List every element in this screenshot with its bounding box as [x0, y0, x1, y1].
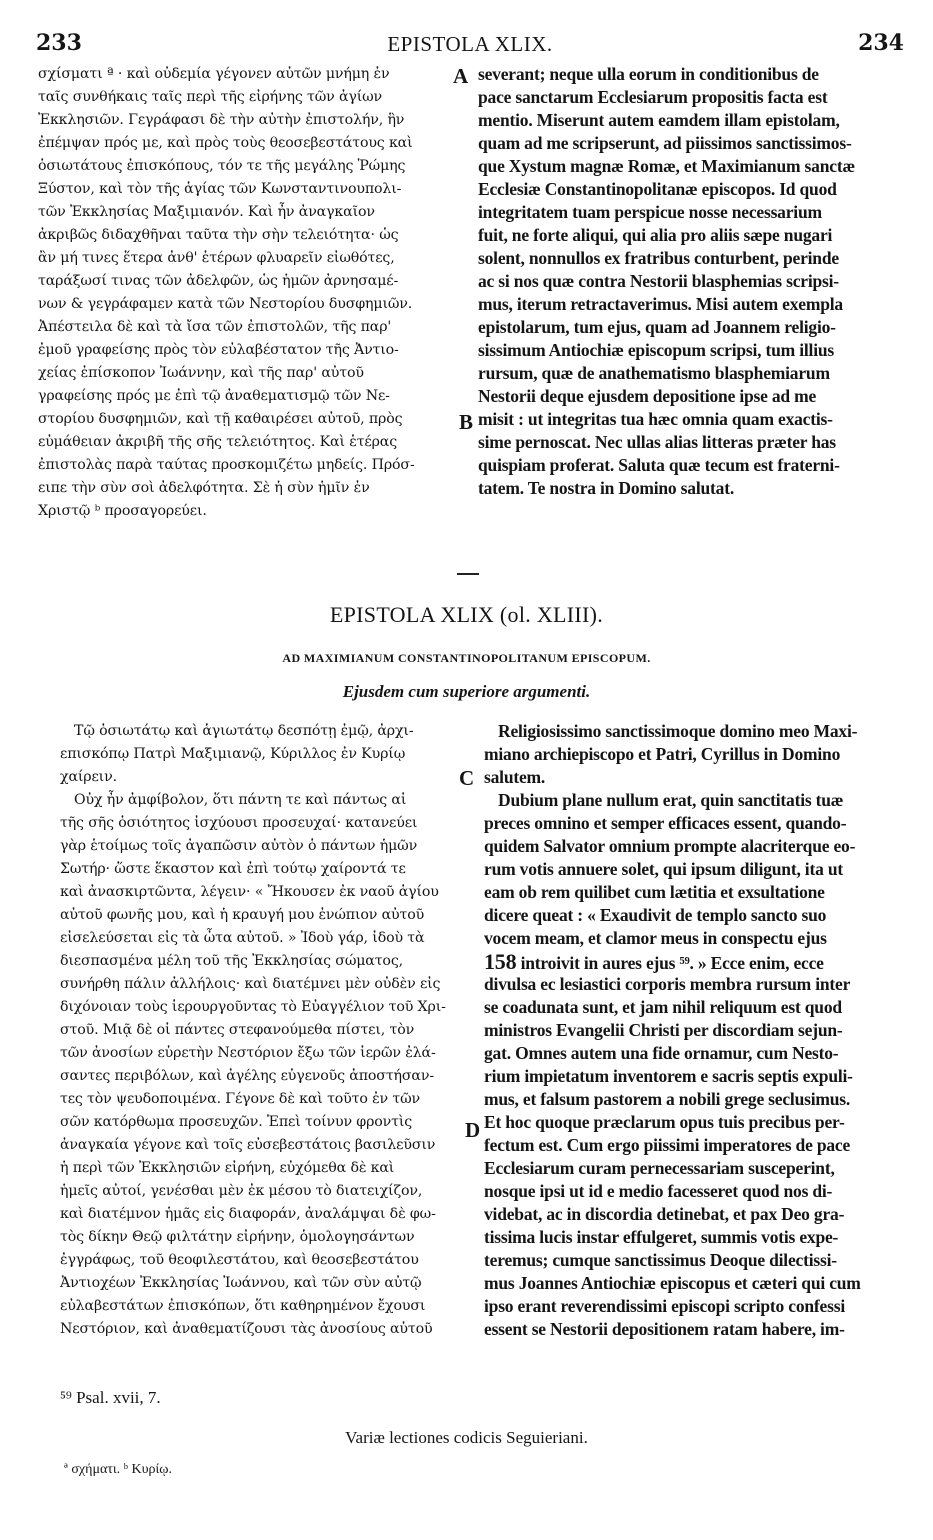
- text-line: [484, 1019, 908, 1042]
- text-line-content: tatem. Te nostra in Domino salutat.: [478, 478, 734, 498]
- text-line: [484, 1134, 908, 1157]
- text-line: [60, 904, 470, 927]
- text-line: [484, 973, 908, 996]
- text-line-content: ειπε τὴν σὺν σοὶ ἀδελφότητα. Σὲ ἡ σὺν ἡμῖν ἐν: [38, 480, 370, 496]
- text-line-content: misit : ut integritas tua hæc omnia quam exactis-: [478, 409, 833, 429]
- text-line-content: dicere queat : « Exaudivit de templo sancto suo: [484, 905, 827, 925]
- text-line: [38, 224, 458, 247]
- text-line-content: integritatem tuam perspicue nosse necessarium: [478, 202, 822, 222]
- text-line: [38, 132, 458, 155]
- text-line-content: Ἀντιοχέων Ἐκκλησίας Ἰωάννου, καὶ τῶν σὺν αὐτῷ: [60, 1275, 422, 1291]
- text-line-content: στοῦ. Μιᾷ δὲ οἱ πάντες στεφανούμεθα πίστει, τὸν: [60, 1022, 415, 1038]
- text-line: [60, 1042, 470, 1065]
- text-line-content: fectum est. Cum ergo piissimi imperatores de pace: [484, 1135, 851, 1155]
- text-line: [60, 950, 470, 973]
- text-line-content: Τῷ ὁσιωτάτῳ καὶ ἁγιωτάτῳ δεσπότῃ ἐμῷ, ἀρχι-: [74, 723, 414, 739]
- text-line: [38, 408, 458, 431]
- text-line: [484, 1111, 908, 1134]
- text-line-content: miano archiepiscopo et Patri, Cyrillus in Domino: [484, 744, 841, 764]
- text-line-content: Ξύστον, καὶ τὸν τῆς ἁγίας τῶν Κωνσταντινουπολι-: [38, 181, 402, 197]
- text-line: [38, 362, 458, 385]
- text-line-content: ἂν μή τινες ἕτερα ἀνθ' ἑτέρων φλυαρεῖν εἰωθότες,: [38, 250, 395, 266]
- text-line-content: mus, iterum retractaverimus. Misi autem exempla: [478, 294, 843, 314]
- variae-lectiones-title: Variæ lectiones codicis Seguieriani.: [345, 1428, 588, 1447]
- text-line-content: ἐμοῦ γραφείσης πρὸς τὸν εὐλαβέστατον τῆς Ἀντιο-: [38, 342, 399, 358]
- text-line-content: επισκόπῳ Πατρὶ Μαξιμιανῷ, Κύριλλος ἐν Κυρίῳ: [60, 746, 406, 762]
- text-line: [60, 1088, 470, 1111]
- text-line-content: solent, nonnullos ex fratribus conturbent, perinde: [478, 248, 839, 268]
- section-argument: Ejusdem cum superiore argumenti.: [342, 682, 591, 701]
- text-line: [484, 1272, 908, 1295]
- text-line-content: preces omnino et semper efficaces essent, quando-: [484, 813, 847, 833]
- text-line: [484, 789, 908, 812]
- text-line-content: rum votis annuere solet, qui ipsum diligunt, ita ut: [484, 859, 843, 879]
- margin-mark-d: D: [465, 1118, 481, 1142]
- text-line-content: τες τὸν ψευδοποιμένα. Γέγονε δὲ καὶ τοῦτο ἐν τῶν: [60, 1091, 420, 1107]
- margin-mark-b: B: [459, 410, 474, 434]
- text-line-content: Σωτήρ· ὥστε ἕκαστον καὶ ἐπὶ τούτῳ χαίροντά τε: [60, 861, 406, 877]
- text-line-content: Ἐκκλησιῶν. Γεγράφασι δὲ τὴν αὐτὴν ἐπιστολήν, ἣν: [38, 112, 405, 128]
- text-line: [478, 132, 908, 155]
- text-line: [38, 339, 458, 362]
- text-line: [60, 1180, 470, 1203]
- text-line-content: mus Joannes Antiochiæ episcopus et cæteri qui cum: [484, 1273, 861, 1293]
- text-line: [38, 63, 458, 86]
- text-line: [38, 247, 458, 270]
- text-line: [38, 385, 458, 408]
- text-line-content: τὸς δίκην Θεῷ φιλτάτην εἰρήνην, ὁμολογησάντων: [60, 1229, 415, 1245]
- text-line-content: fuit, ne forte aliqui, qui alia pro aliis sæpe nugari: [478, 225, 833, 245]
- text-line-content: ἀναγκαία γέγονε καὶ τοῖς εὐσεβεστάτοις βασιλεῦσιν: [60, 1137, 436, 1153]
- text-line-content: χαίρειν.: [60, 769, 117, 785]
- text-line: [478, 247, 908, 270]
- text-line-content: καὶ ἀνασκιρτῶντα, λέγειν· « Ἤκουσεν ἐκ ναοῦ ἁγίου: [60, 884, 439, 900]
- text-line-content: vocem meam, et clamor meus in conspectu ejus: [484, 928, 827, 948]
- text-line: [484, 720, 908, 743]
- text-line-content: rium impietatum inventorem e sacris septis expuli-: [484, 1066, 853, 1086]
- text-line-content: eam ob rem quilibet cum lætitia et exsultatione: [484, 882, 825, 902]
- text-line: [38, 477, 458, 500]
- text-line-content: salutem.: [484, 767, 546, 787]
- text-line: [60, 720, 470, 743]
- text-line-content: introivit in aures ejus ⁵⁹. » Ecce enim, ecce: [520, 953, 824, 973]
- text-line-content: Nestorii deque ejusdem depositione ipse ad me: [478, 386, 817, 406]
- text-line: [60, 927, 470, 950]
- page-number-right: 234: [858, 30, 904, 56]
- text-line: [484, 881, 908, 904]
- text-line: [60, 881, 470, 904]
- text-line-content: ἡ περὶ τῶν Ἐκκλησιῶν εἰρήνη, εὐχόμεθα δὲ καὶ: [60, 1160, 395, 1176]
- text-line-content: γραφείσης πρός με ἐπὶ τῷ ἀναθεματισμῷ τῶν Νε-: [38, 388, 390, 404]
- running-title: EPISTOLA XLIX.: [387, 32, 553, 56]
- text-line: [38, 454, 458, 477]
- text-line: [478, 86, 908, 109]
- text-line-content: ἡμεῖς αὐτοί, γενέσθαι μὲν ἐκ μέσου τὸ διατειχίζον,: [60, 1183, 423, 1199]
- text-line-content: διχόνοιαν τοὺς ἱερουργοῦντας τὸ Εὐαγγέλιον τοῦ Χρι-: [60, 999, 446, 1015]
- text-line: [38, 316, 458, 339]
- text-line-content: Χριστῷ ᵇ προσαγορεύει.: [38, 503, 207, 519]
- text-line: [60, 1272, 470, 1295]
- text-line-content: Ecclesiæ Constantinopolitanæ episcopos. Id quod: [478, 179, 837, 199]
- text-line-content: quidem Salvator omnium prompte alacriterque eo-: [484, 836, 856, 856]
- text-line: [60, 1249, 470, 1272]
- text-line: [60, 766, 470, 789]
- bottom-latin-column: [484, 720, 908, 1341]
- text-line: [484, 1318, 908, 1341]
- text-line-content: ac si nos quæ contra Nestorii blasphemias scripsi-: [478, 271, 839, 291]
- text-line: [478, 477, 908, 500]
- text-line: [484, 1157, 908, 1180]
- text-line: [478, 63, 908, 86]
- text-line: [60, 1134, 470, 1157]
- text-line: [60, 1295, 470, 1318]
- page-number-left: 233: [36, 30, 82, 56]
- text-line: [484, 1088, 908, 1111]
- text-line-content: ταῖς συνθήκαις ταῖς περὶ τῆς εἰρήνης τῶν ἁγίων: [38, 89, 383, 105]
- text-line: [478, 431, 908, 454]
- text-line-content: εὐλαβεστάτων ἐπισκόπων, ὅτι καθηρημένον ἔχουσι: [60, 1298, 426, 1314]
- text-line-content: sissimum Antiochiæ episcopum scripsi, tum illius: [478, 340, 835, 360]
- section-subtitle: AD MAXIMIANUM CONSTANTINOPOLITANUM EPISCOPUM.: [282, 651, 651, 665]
- text-line: [484, 1065, 908, 1088]
- section-divider: [457, 573, 479, 575]
- text-line-content: severant; neque ulla eorum in conditionibus de: [478, 64, 819, 84]
- text-line: [38, 293, 458, 316]
- text-line: [60, 835, 470, 858]
- variae-lectiones-notes: ª σχήματι. ᵇ Κυρίῳ.: [64, 1462, 173, 1477]
- text-line-content: Ἀπέστειλα δὲ καὶ τὰ ἴσα τῶν ἐπιστολῶν, τῆς παρ': [38, 319, 392, 335]
- text-line-content: στορίου δυσφημιῶν, καὶ τῇ καθαιρέσει αὐτοῦ, πρὸς: [38, 411, 403, 427]
- text-line-content: χείας ἐπίσκοπον Ἰωάννην, καὶ τῆς παρ' αὐτοῦ: [38, 365, 364, 381]
- text-line: [478, 201, 908, 224]
- text-line: [38, 431, 458, 454]
- text-line-content: ἐπιστολὰς παρὰ ταύτας προσκομιζέτω μηδείς. Πρόσ-: [38, 457, 415, 473]
- footnote-reference: ⁵⁹ Psal. xvii, 7.: [60, 1388, 161, 1407]
- text-line-content: διεσπασμένα μέλη τοῦ τῆς Ἐκκλησίας σώματος,: [60, 953, 403, 969]
- text-line-content: Νεστόριον, καὶ ἀναθεματίζουσι τὰς ἀνοσίους αὐτοῦ: [60, 1321, 433, 1337]
- text-line-content: σαντες περιβόλων, καὶ ἀγέλης εὐγενοῦς ἀποστήσαν-: [60, 1068, 434, 1084]
- text-line: [484, 950, 908, 973]
- text-line-content: sime pernoscat. Nec ullas alias litteras præter has: [478, 432, 836, 452]
- text-line: [38, 270, 458, 293]
- bottom-greek-column: [60, 720, 470, 1341]
- text-line: [484, 1180, 908, 1203]
- text-line: [484, 743, 908, 766]
- text-line-content: quispiam proferat. Saluta quæ tecum est fraterni-: [478, 455, 840, 475]
- text-line: [60, 1203, 470, 1226]
- text-line-content: divulsa ec lesiastici corporis membra rursum inter: [484, 974, 851, 994]
- text-line: [38, 500, 458, 523]
- text-line-content: Dubium plane nullum erat, quin sanctitatis tuæ: [498, 790, 844, 810]
- text-line-content: quam ad me scripserunt, ad piissimos sanctissimos-: [478, 133, 852, 153]
- margin-mark-c: C: [459, 766, 475, 790]
- text-line: [484, 1226, 908, 1249]
- text-line: [38, 201, 458, 224]
- text-line: [484, 1042, 908, 1065]
- text-line-content: que Xystum magnæ Romæ, et Maximianum sanctæ: [478, 156, 855, 176]
- text-line: [60, 1019, 470, 1042]
- text-line: [478, 339, 908, 362]
- text-line: [60, 743, 470, 766]
- margin-mark-a: A: [453, 64, 469, 88]
- text-line-content: τῶν Ἐκκλησίας Μαξιμιανόν. Καὶ ἦν ἀναγκαῖον: [38, 204, 375, 220]
- text-line: [60, 789, 470, 812]
- text-line-content: γὰρ ἑτοίμως τοῖς ἀγαπῶσιν αὐτὸν ὁ πάντων ἡμῶν: [60, 838, 418, 854]
- text-line: [60, 973, 470, 996]
- text-line: [484, 766, 908, 789]
- text-line-content: mentio. Miserunt autem eamdem illam epistolam,: [478, 110, 840, 130]
- text-line-content: videbat, ac in discordia detinebat, et pax Deo gra-: [484, 1204, 845, 1224]
- text-line: [478, 155, 908, 178]
- top-latin-column: [478, 63, 908, 500]
- text-line-content: ὁσιωτάτους ἐπισκόπους, τόν τε τῆς μεγάλης Ῥώμης: [38, 158, 406, 174]
- text-line: [484, 1249, 908, 1272]
- text-line: [484, 812, 908, 835]
- text-line-content: νων & γεγράφαμεν κατὰ τῶν Νεστορίου δυσφημιῶν.: [38, 296, 413, 312]
- text-line: [38, 178, 458, 201]
- text-line: [38, 109, 458, 132]
- text-line: [484, 996, 908, 1019]
- text-line: [60, 1226, 470, 1249]
- text-line: [484, 835, 908, 858]
- text-line: [484, 927, 908, 950]
- text-line: [38, 86, 458, 109]
- text-line-content: ministros Evangelii Christi per discordiam sejun-: [484, 1020, 843, 1040]
- text-line: [478, 385, 908, 408]
- text-line-content: gat. Omnes autem una fide ornamur, cum Nesto-: [484, 1043, 839, 1063]
- text-line-content: Et hoc quoque præclarum opus tuis precibus per-: [484, 1112, 845, 1132]
- text-line: [478, 178, 908, 201]
- text-line-content: epistolarum, tum ejus, quam ad Joannem religio-: [478, 317, 836, 337]
- text-line: [484, 858, 908, 881]
- text-line-content: τῆς σῆς ὁσιότητος ἰσχύουσι προσευχαί· κατανεύει: [60, 815, 418, 831]
- text-line-content: Οὐχ ἦν ἀμφίβολον, ὅτι πάντη τε καὶ πάντως αἱ: [74, 792, 407, 808]
- text-line: [478, 362, 908, 385]
- text-line-content: rursum, quæ de anathematismo blasphemiarum: [478, 363, 830, 383]
- text-line-content: αὐτοῦ φωνῆς μου, καὶ ἡ κραυγή μου ἐνώπιον αὐτοῦ: [60, 907, 425, 923]
- text-line-content: ταράξωσί τινας τῶν ἀδελφῶν, ὡς ἡμῶν ἀρνησαμέ-: [38, 273, 399, 289]
- text-line-content: Religiosissimo sanctissimoque domino meo Maxi-: [498, 721, 858, 741]
- text-line: [60, 858, 470, 881]
- text-line: [60, 1065, 470, 1088]
- text-line: [478, 316, 908, 339]
- text-line-content: ipso erant reverendissimi episcopi scripto confessi: [484, 1296, 846, 1316]
- text-line-content: σχίσματι ª · καὶ οὐδεμία γέγονεν αὐτῶν μνήμη ἐν: [38, 66, 390, 82]
- text-line-content: Ecclesiarum curam pernecessariam susceperint,: [484, 1158, 835, 1178]
- text-line-content: tissima lucis instar effulgeret, summis votis expe-: [484, 1227, 839, 1247]
- text-line-content: pace sanctarum Ecclesiarum propositis facta est: [478, 87, 828, 107]
- running-header: [36, 30, 904, 58]
- text-line: [60, 812, 470, 835]
- text-line: [484, 904, 908, 927]
- text-line: [478, 293, 908, 316]
- text-line-content: τῶν ἀνοσίων εὑρετὴν Νεστόριον ἔξω τῶν ἱερῶν ἐλά-: [60, 1045, 436, 1061]
- text-line: [478, 224, 908, 247]
- text-line-content: essent se Nestorii depositionem ratam habere, im-: [484, 1319, 845, 1339]
- column-number: 158: [484, 950, 517, 973]
- text-line-content: συνήρθη πάλιν ἀλλήλοις· καὶ διατέμνει μὲν οὐδὲν εἰς: [60, 976, 441, 992]
- text-line-content: teremus; cumque sanctissimus Deoque dilectissi-: [484, 1250, 837, 1270]
- text-line-content: ἐπέμψαν πρός με, καὶ πρὸς τοὺς θεοσεβεστάτους καὶ: [38, 135, 413, 151]
- text-line-content: mus, et falsum pastorem a nobili grege seclusimus.: [484, 1089, 851, 1109]
- text-line: [60, 1157, 470, 1180]
- text-line-content: se coadunata sunt, et jam nihil reliquum est quod: [484, 997, 842, 1017]
- text-line: [478, 109, 908, 132]
- text-line-content: σῶν κατόρθωμα προσευχῶν. Ἐπεὶ τοίνυν φροντὶς: [60, 1114, 413, 1130]
- top-greek-column: [38, 63, 458, 523]
- text-line: [60, 1111, 470, 1134]
- text-line-content: εὐμάθειαν ἀκριβῆ τῆς σῆς τελειότητος. Καὶ ἑτέρας: [38, 434, 398, 450]
- text-line: [484, 1203, 908, 1226]
- text-line: [478, 454, 908, 477]
- text-line: [478, 408, 908, 431]
- text-line-content: ἀκριβῶς διδαχθῆναι ταῦτα τὴν σὴν τελειότητα· ὡς: [38, 227, 399, 243]
- text-line: [60, 996, 470, 1019]
- text-line-content: εἰσελεύσεται εἰς τὰ ὦτα αὐτοῦ. » Ἰδοὺ γάρ, ἰδοὺ τὰ: [60, 930, 425, 946]
- section-title: EPISTOLA XLIX (ol. XLIII).: [329, 602, 604, 627]
- text-line: [478, 270, 908, 293]
- text-line-content: nosque ipsi ut id e medio facesseret quod nos di-: [484, 1181, 833, 1201]
- text-line: [60, 1318, 470, 1341]
- text-line-content: καὶ διατέμνον ἡμᾶς εἰς διαφοράν, ἀναλάμψαι δὲ φω-: [60, 1206, 436, 1222]
- text-line: [38, 155, 458, 178]
- text-line-content: ἐγγράφως, τοῦ θεοφιλεστάτου, καὶ θεοσεβεστάτου: [60, 1252, 419, 1268]
- text-line: [484, 1295, 908, 1318]
